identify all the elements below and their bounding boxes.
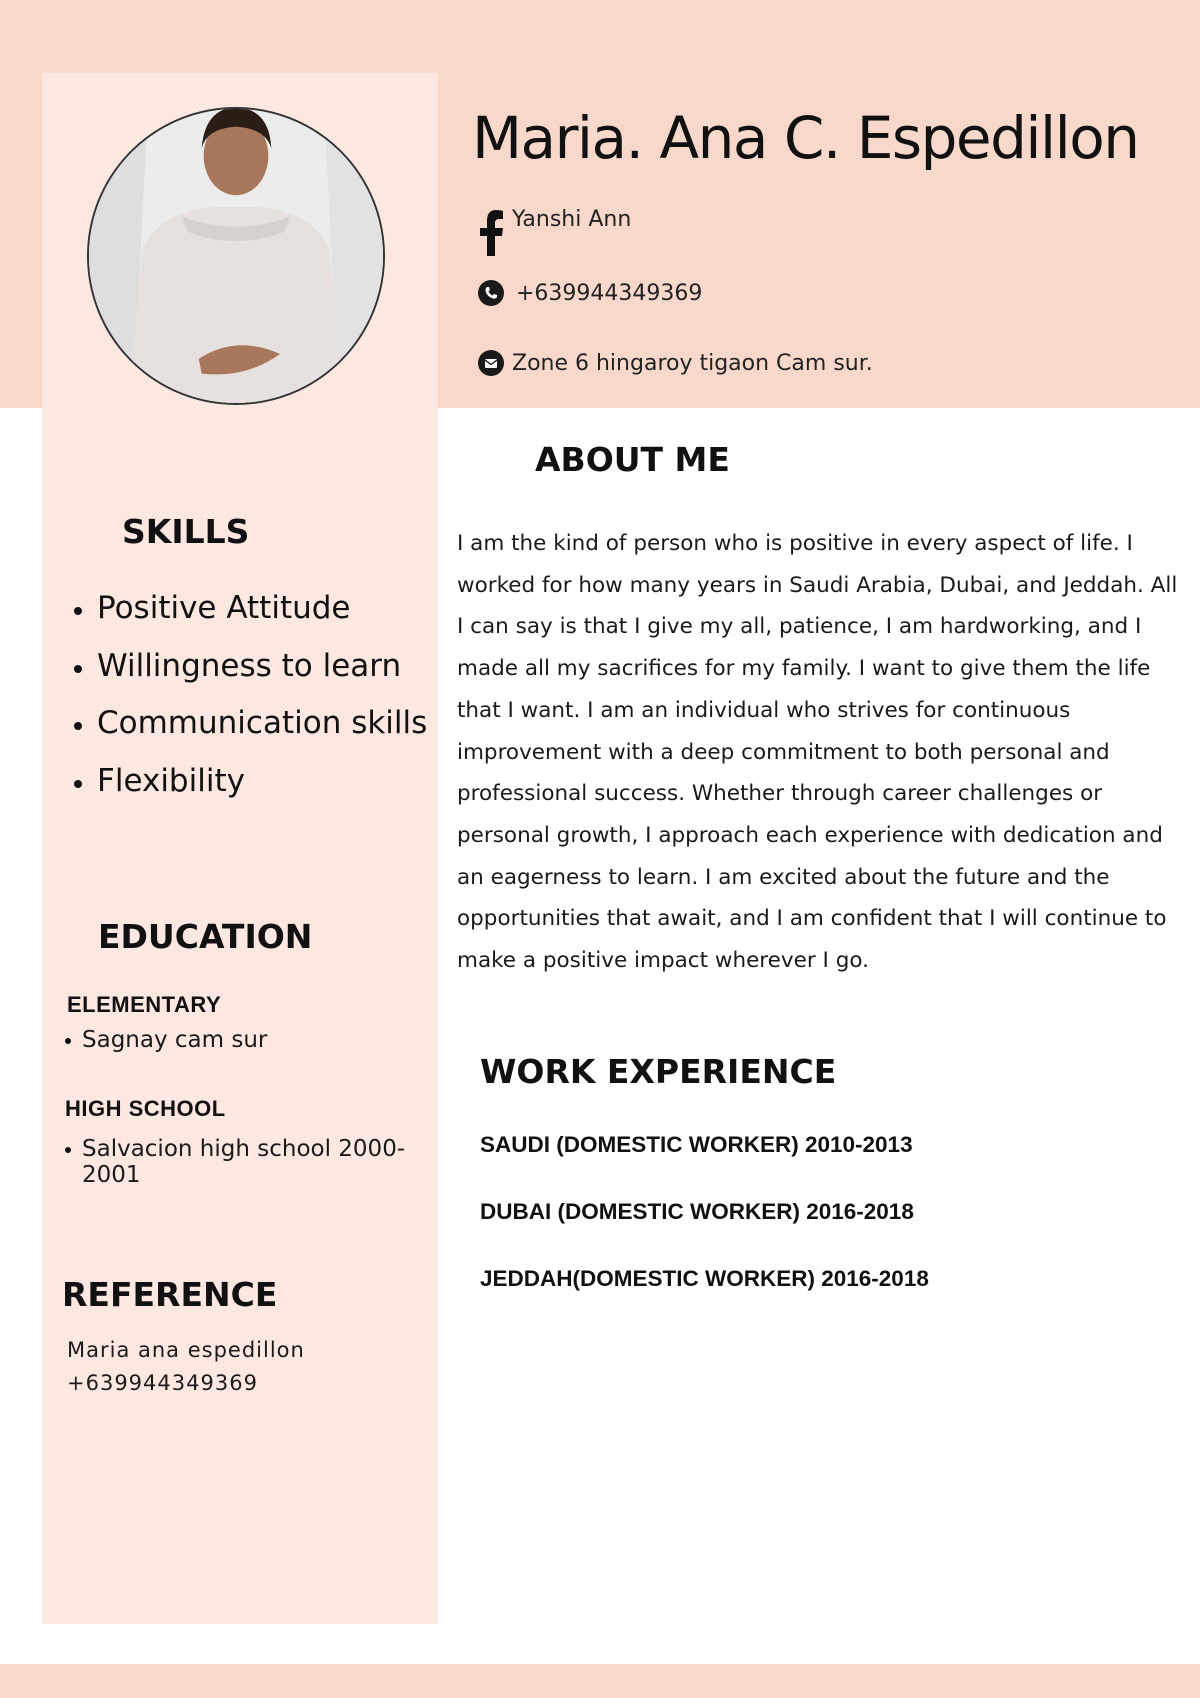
work-entry: SAUDI (DOMESTIC WORKER) 2010-2013 xyxy=(480,1132,913,1157)
education-title: EDUCATION xyxy=(98,917,313,956)
elementary-label: ELEMENTARY xyxy=(67,992,222,1017)
contact-facebook xyxy=(478,206,632,256)
phone-icon xyxy=(478,280,504,306)
profile-photo-illustration xyxy=(89,109,383,403)
skill-item: Positive Attitude xyxy=(97,580,457,638)
elementary-school: Sagnay cam sur xyxy=(65,1027,402,1053)
work-experience-title: WORK EXPERIENCE xyxy=(480,1052,837,1091)
candidate-name: Maria. Ana C. Espedillon xyxy=(472,104,1139,172)
reference-title: REFERENCE xyxy=(62,1275,278,1314)
footer-band xyxy=(0,1664,1200,1698)
skills-list xyxy=(68,580,457,810)
email-icon xyxy=(478,350,504,376)
skill-item: Flexibility xyxy=(97,753,457,811)
address-text: Zone 6 hingaroy tigaon Cam sur. xyxy=(512,350,873,376)
contact-phone xyxy=(478,280,702,306)
high-school-name: Salvacion high school 2000-2001 xyxy=(65,1136,412,1188)
facebook-icon xyxy=(478,210,504,256)
reference-phone: +639944349369 xyxy=(67,1371,258,1395)
reference-name: Maria ana espedillon xyxy=(67,1338,305,1362)
skill-item: Willingness to learn xyxy=(97,638,457,696)
work-entry: DUBAI (DOMESTIC WORKER) 2016-2018 xyxy=(480,1199,914,1224)
work-entry: JEDDAH(DOMESTIC WORKER) 2016-2018 xyxy=(480,1266,929,1291)
skills-title: SKILLS xyxy=(122,512,250,551)
about-text: I am the kind of person who is positive in every aspect of life. I worked for how many years in Saudi Arabia, Dubai, and Jeddah. All I can say is that I give my all, patience, I am hardworking, and I made all my sacrifices for my family. I want to give them the life that I want. I am an individual who strives for continuous improvement with a deep commitment to both personal and professional success. Whether through career challenges or personal growth, I approach each experience with dedication and an eagerness to learn. I am excited about the future and the opportunities that await, and I am confident that I will continue to make a positive impact wherever I go. xyxy=(457,531,1178,974)
phone-number: +639944349369 xyxy=(516,280,703,306)
skill-item: Communication skills xyxy=(97,695,457,753)
about-title: ABOUT ME xyxy=(535,440,730,479)
high-school-label: HIGH SCHOOL xyxy=(65,1096,226,1121)
facebook-handle: Yanshi Ann xyxy=(512,206,632,232)
profile-photo xyxy=(87,107,385,405)
contact-address xyxy=(478,350,873,376)
